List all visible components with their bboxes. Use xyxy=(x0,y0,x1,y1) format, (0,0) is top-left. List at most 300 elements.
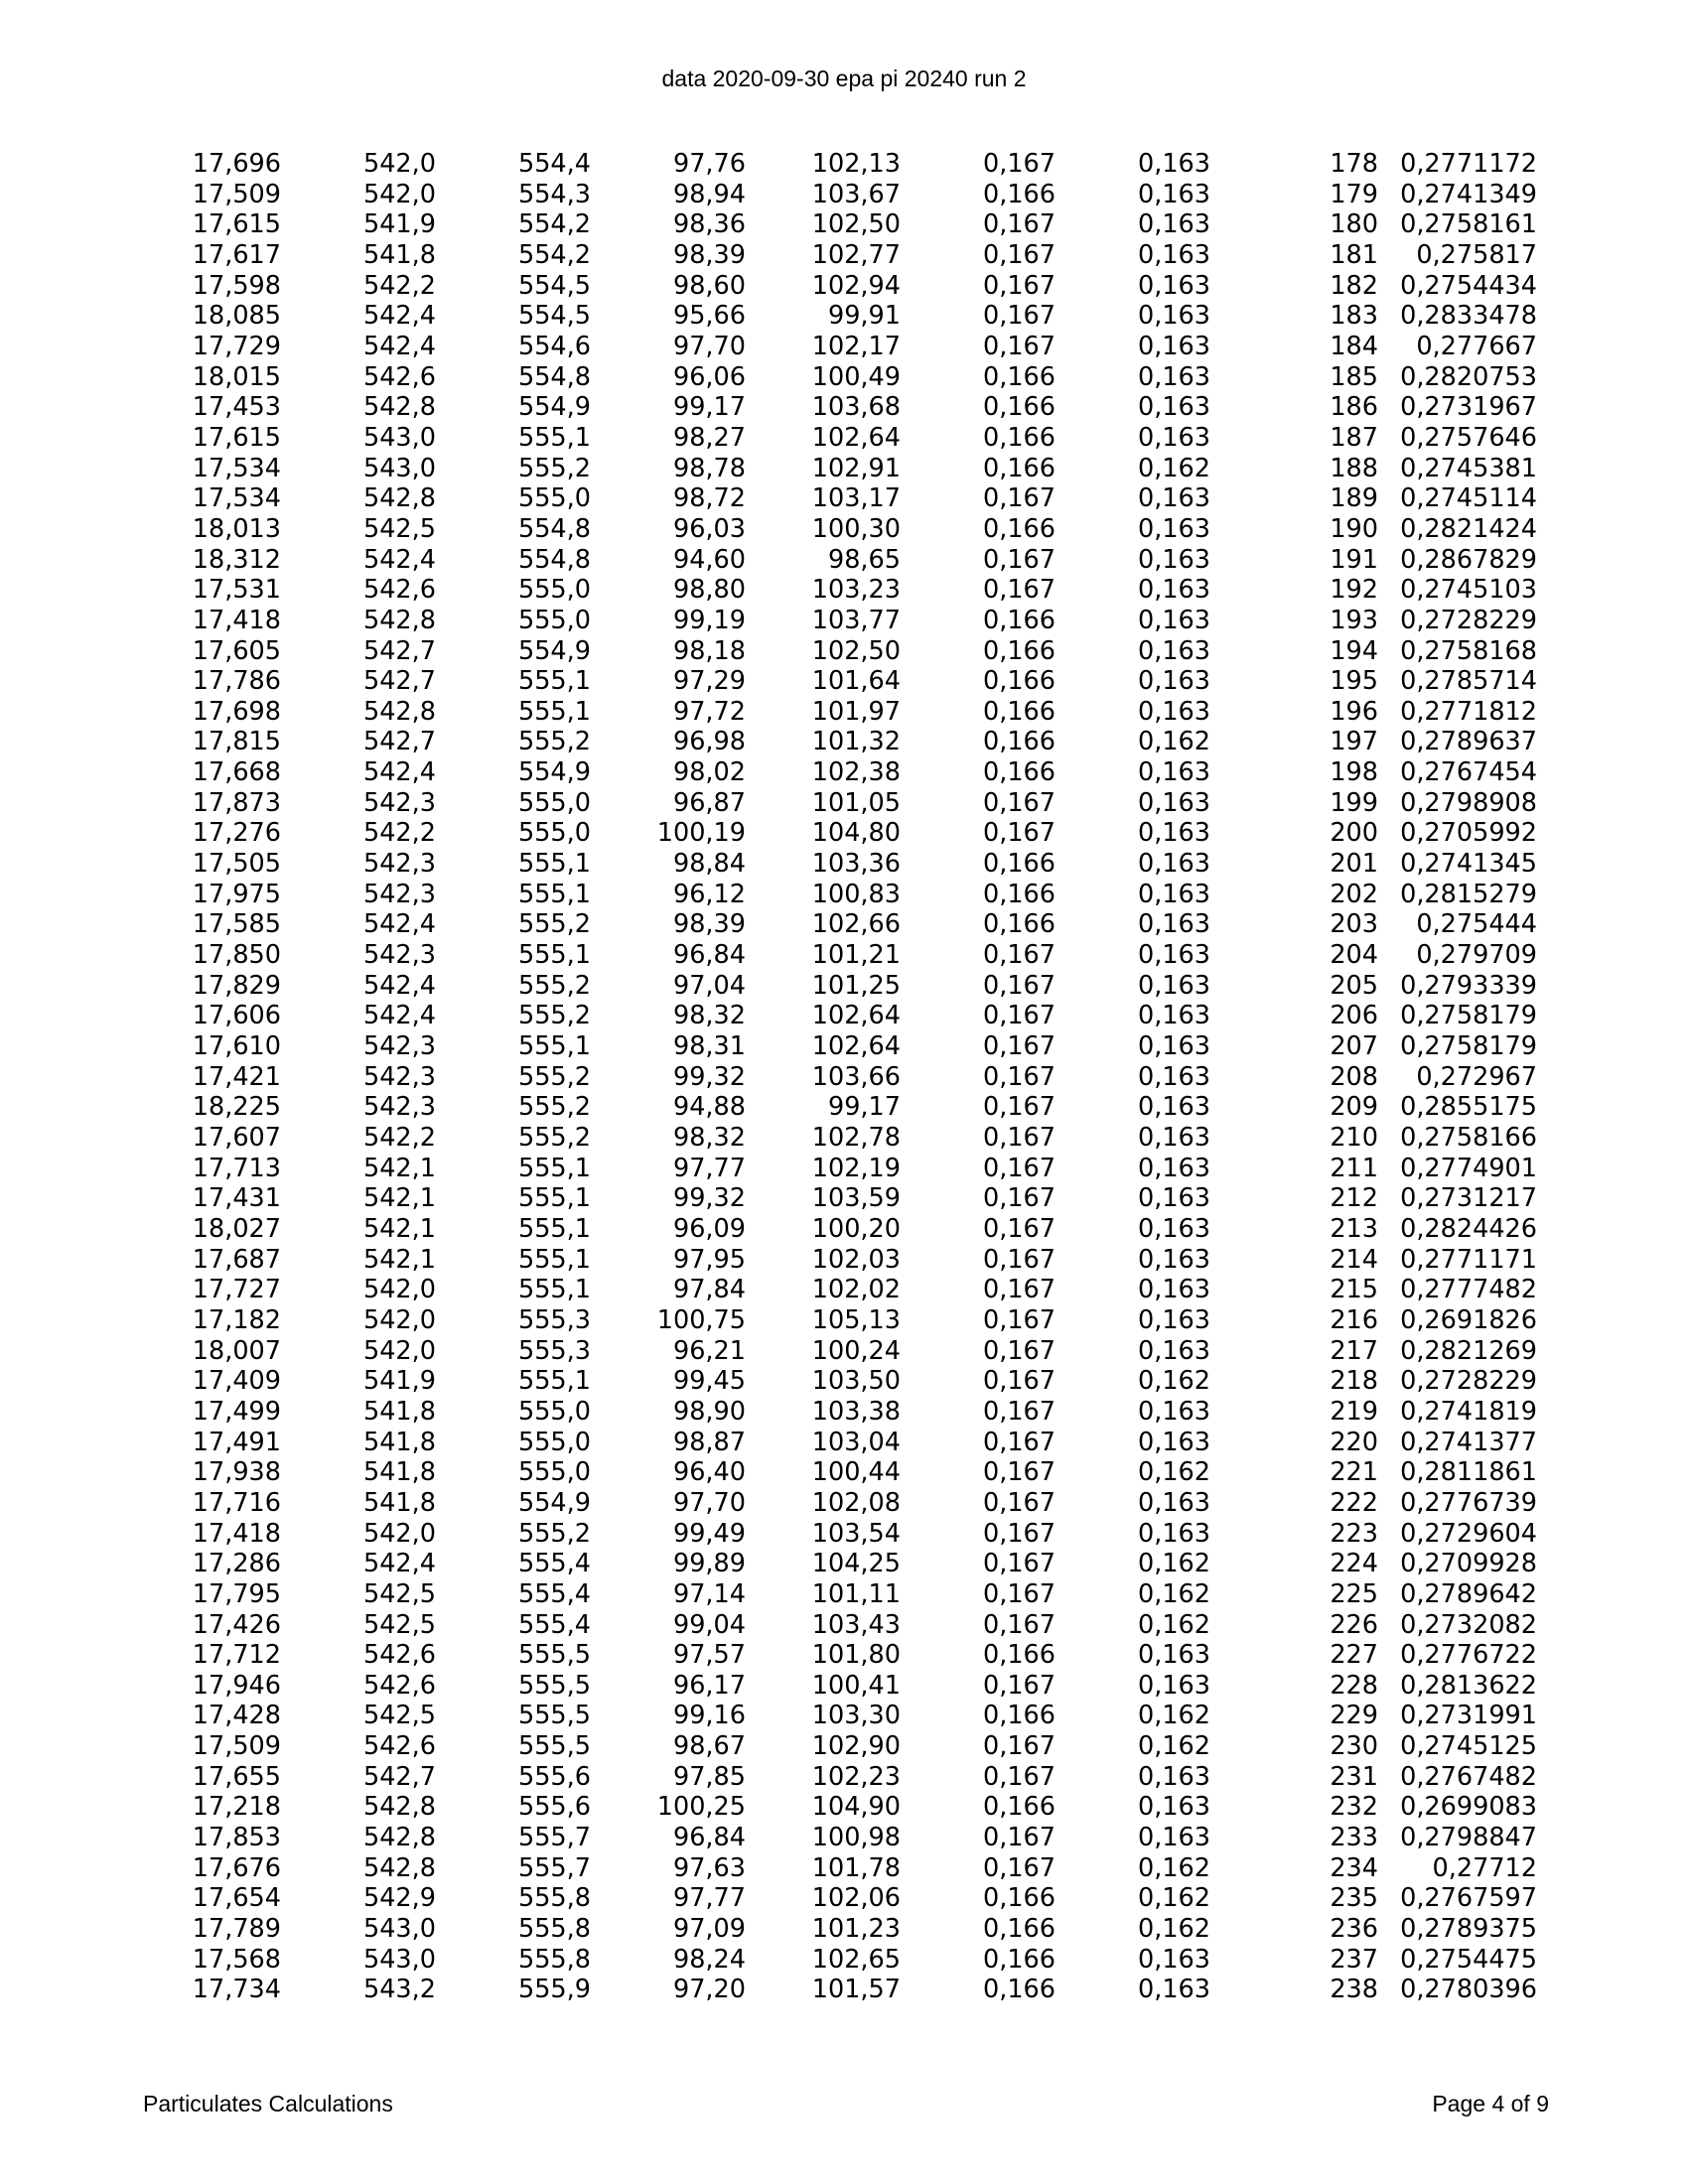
table-cell: 17,453 xyxy=(192,392,281,423)
table-cell: 17,729 xyxy=(192,331,281,361)
table-cell: 0,162 xyxy=(1137,453,1210,483)
table-cell: 541,8 xyxy=(362,1487,436,1518)
table-cell: 98,65 xyxy=(827,544,901,575)
table-cell: 542,7 xyxy=(362,727,436,757)
table-cell: 17,509 xyxy=(192,1731,281,1762)
table-cell: 0,167 xyxy=(982,1396,1055,1427)
table-cell: 555,2 xyxy=(517,727,591,757)
table-cell: 98,18 xyxy=(672,635,746,666)
table-row xyxy=(189,727,1537,757)
table-cell: 94,88 xyxy=(672,1092,746,1123)
table-cell: 542,0 xyxy=(362,179,436,209)
table-cell: 0,2758161 xyxy=(1400,209,1537,240)
table-cell: 100,25 xyxy=(656,1792,746,1823)
table-cell: 0,167 xyxy=(982,1123,1055,1153)
table-cell: 541,8 xyxy=(362,239,436,270)
table-cell: 0,163 xyxy=(1137,1792,1210,1823)
table-cell: 17,286 xyxy=(192,1549,281,1579)
table-cell: 230 xyxy=(1330,1731,1378,1762)
table-cell: 98,39 xyxy=(672,239,746,270)
table-cell: 0,2820753 xyxy=(1400,361,1537,392)
table-cell: 555,1 xyxy=(517,696,591,727)
table-row xyxy=(189,1792,1537,1823)
table-cell: 542,6 xyxy=(362,1731,436,1762)
table-cell: 542,9 xyxy=(362,1883,436,1914)
table-cell: 542,0 xyxy=(362,1275,436,1305)
table-row xyxy=(189,180,1537,210)
table-cell: 0,167 xyxy=(982,1031,1055,1062)
table-cell: 0,2741377 xyxy=(1400,1427,1537,1457)
table-cell: 96,12 xyxy=(672,879,746,909)
table-cell: 0,167 xyxy=(982,1852,1055,1883)
table-cell: 0,2745114 xyxy=(1400,483,1537,514)
table-cell: 17,795 xyxy=(192,1578,281,1609)
table-cell: 103,59 xyxy=(811,1183,901,1214)
table-cell: 100,75 xyxy=(656,1304,746,1335)
table-cell: 0,2758179 xyxy=(1400,1031,1537,1062)
table-cell: 555,5 xyxy=(517,1640,591,1671)
table-cell: 0,2789637 xyxy=(1400,727,1537,757)
table-cell: 178 xyxy=(1330,149,1378,179)
table-cell: 196 xyxy=(1330,696,1378,727)
table-cell: 201 xyxy=(1330,849,1378,880)
table-cell: 18,013 xyxy=(192,513,281,544)
table-cell: 198 xyxy=(1330,757,1378,788)
table-cell: 543,0 xyxy=(362,1944,436,1975)
table-cell: 0,163 xyxy=(1137,909,1210,940)
table-cell: 0,167 xyxy=(982,483,1055,514)
table-cell: 17,428 xyxy=(192,1701,281,1731)
table-cell: 0,2777482 xyxy=(1400,1275,1537,1305)
table-cell: 555,9 xyxy=(517,1975,591,2005)
table-cell: 0,163 xyxy=(1137,1153,1210,1183)
table-row xyxy=(189,1488,1537,1519)
table-cell: 105,13 xyxy=(811,1304,901,1335)
table-cell: 0,2798908 xyxy=(1400,787,1537,818)
table-cell: 0,163 xyxy=(1137,1975,1210,2005)
table-row xyxy=(189,1428,1537,1458)
table-cell: 103,23 xyxy=(811,575,901,606)
table-cell: 17,786 xyxy=(192,666,281,697)
table-cell: 542,6 xyxy=(362,1670,436,1701)
table-cell: 0,167 xyxy=(982,1183,1055,1214)
table-row xyxy=(189,514,1537,545)
table-cell: 542,8 xyxy=(362,392,436,423)
table-cell: 102,64 xyxy=(811,422,901,453)
table-cell: 217 xyxy=(1330,1335,1378,1366)
table-cell: 229 xyxy=(1330,1701,1378,1731)
table-cell: 17,505 xyxy=(192,849,281,880)
table-cell: 103,43 xyxy=(811,1609,901,1640)
table-cell: 0,2731991 xyxy=(1400,1701,1537,1731)
table-cell: 555,5 xyxy=(517,1701,591,1731)
table-row xyxy=(189,1245,1537,1276)
table-cell: 99,32 xyxy=(672,1183,746,1214)
table-cell: 555,2 xyxy=(517,1061,591,1092)
table-row xyxy=(189,1001,1537,1031)
table-cell: 0,163 xyxy=(1137,392,1210,423)
table-cell: 0,163 xyxy=(1137,575,1210,606)
table-cell: 554,5 xyxy=(517,301,591,332)
table-cell: 209 xyxy=(1330,1092,1378,1123)
table-cell: 99,49 xyxy=(672,1518,746,1549)
table-cell: 96,87 xyxy=(672,787,746,818)
table-cell: 101,80 xyxy=(811,1640,901,1671)
table-cell: 102,03 xyxy=(811,1244,901,1275)
table-cell: 0,167 xyxy=(982,1061,1055,1092)
table-cell: 99,32 xyxy=(672,1061,746,1092)
table-cell: 17,655 xyxy=(192,1761,281,1792)
table-cell: 0,2731967 xyxy=(1400,392,1537,423)
table-cell: 0,2732082 xyxy=(1400,1609,1537,1640)
table-cell: 185 xyxy=(1330,361,1378,392)
table-cell: 17,531 xyxy=(192,575,281,606)
table-cell: 0,163 xyxy=(1137,239,1210,270)
table-cell: 542,7 xyxy=(362,1761,436,1792)
table-cell: 104,25 xyxy=(811,1549,901,1579)
table-cell: 0,167 xyxy=(982,1304,1055,1335)
table-row xyxy=(189,971,1537,1002)
table-cell: 542,8 xyxy=(362,1823,436,1853)
table-cell: 102,02 xyxy=(811,1275,901,1305)
table-cell: 542,3 xyxy=(362,1092,436,1123)
table-cell: 0,162 xyxy=(1137,1366,1210,1397)
table-row xyxy=(189,1366,1537,1397)
table-cell: 0,163 xyxy=(1137,1944,1210,1975)
table-cell: 0,162 xyxy=(1137,1701,1210,1731)
table-cell: 555,1 xyxy=(517,666,591,697)
table-cell: 208 xyxy=(1330,1061,1378,1092)
table-cell: 542,1 xyxy=(362,1244,436,1275)
table-row xyxy=(189,636,1537,667)
table-cell: 99,16 xyxy=(672,1701,746,1731)
table-cell: 555,7 xyxy=(517,1823,591,1853)
table-cell: 542,5 xyxy=(362,1701,436,1731)
table-cell: 100,30 xyxy=(811,513,901,544)
table-cell: 100,19 xyxy=(656,818,746,849)
table-cell: 0,167 xyxy=(982,787,1055,818)
table-row xyxy=(189,362,1537,393)
table-cell: 17,418 xyxy=(192,1518,281,1549)
table-cell: 554,4 xyxy=(517,149,591,179)
table-cell: 102,64 xyxy=(811,1001,901,1031)
table-cell: 555,0 xyxy=(517,1396,591,1427)
table-cell: 555,5 xyxy=(517,1670,591,1701)
table-cell: 0,163 xyxy=(1137,757,1210,788)
table-row xyxy=(189,1731,1537,1762)
table-cell: 219 xyxy=(1330,1396,1378,1427)
table-cell: 0,166 xyxy=(982,1975,1055,2005)
table-cell: 18,312 xyxy=(192,544,281,575)
table-cell: 0,166 xyxy=(982,635,1055,666)
table-cell: 555,8 xyxy=(517,1944,591,1975)
data-table xyxy=(189,149,1537,2005)
table-cell: 101,64 xyxy=(811,666,901,697)
table-cell: 96,98 xyxy=(672,727,746,757)
table-cell: 0,162 xyxy=(1137,1852,1210,1883)
table-cell: 555,8 xyxy=(517,1914,591,1945)
table-cell: 0,2729604 xyxy=(1400,1518,1537,1549)
table-cell: 191 xyxy=(1330,544,1378,575)
table-cell: 99,17 xyxy=(672,392,746,423)
table-cell: 0,275817 xyxy=(1416,239,1537,270)
table-cell: 101,23 xyxy=(811,1914,901,1945)
table-cell: 100,41 xyxy=(811,1670,901,1701)
table-cell: 0,162 xyxy=(1137,1731,1210,1762)
table-cell: 542,0 xyxy=(362,149,436,179)
table-cell: 232 xyxy=(1330,1792,1378,1823)
table-cell: 97,63 xyxy=(672,1852,746,1883)
table-cell: 0,272967 xyxy=(1416,1061,1537,1092)
table-cell: 0,2771171 xyxy=(1400,1244,1537,1275)
table-cell: 98,36 xyxy=(672,209,746,240)
table-cell: 541,9 xyxy=(362,1366,436,1397)
table-cell: 0,2785714 xyxy=(1400,666,1537,697)
table-cell: 542,4 xyxy=(362,544,436,575)
table-cell: 554,9 xyxy=(517,757,591,788)
table-cell: 104,90 xyxy=(811,1792,901,1823)
table-row xyxy=(189,1883,1537,1914)
table-cell: 100,98 xyxy=(811,1823,901,1853)
table-cell: 17,696 xyxy=(192,149,281,179)
table-cell: 103,66 xyxy=(811,1061,901,1092)
table-cell: 0,167 xyxy=(982,970,1055,1001)
table-cell: 102,19 xyxy=(811,1153,901,1183)
table-cell: 0,2728229 xyxy=(1400,1366,1537,1397)
table-row xyxy=(189,1914,1537,1945)
table-cell: 0,2758179 xyxy=(1400,1001,1537,1031)
table-cell: 102,66 xyxy=(811,909,901,940)
table-cell: 0,2776722 xyxy=(1400,1640,1537,1671)
table-cell: 0,2821424 xyxy=(1400,513,1537,544)
table-cell: 0,163 xyxy=(1137,1487,1210,1518)
table-cell: 231 xyxy=(1330,1761,1378,1792)
table-cell: 555,1 xyxy=(517,1275,591,1305)
table-cell: 543,0 xyxy=(362,453,436,483)
table-cell: 0,166 xyxy=(982,1914,1055,1945)
table-row xyxy=(189,1823,1537,1853)
table-cell: 555,0 xyxy=(517,483,591,514)
table-cell: 98,90 xyxy=(672,1396,746,1427)
table-cell: 17,713 xyxy=(192,1153,281,1183)
table-cell: 17,676 xyxy=(192,1852,281,1883)
table-cell: 542,7 xyxy=(362,635,436,666)
table-row xyxy=(189,301,1537,332)
table-cell: 0,167 xyxy=(982,575,1055,606)
table-row xyxy=(189,575,1537,606)
table-cell: 98,60 xyxy=(672,270,746,301)
table-row xyxy=(189,240,1537,271)
table-cell: 17,607 xyxy=(192,1123,281,1153)
table-cell: 555,2 xyxy=(517,1092,591,1123)
table-cell: 216 xyxy=(1330,1304,1378,1335)
table-cell: 17,534 xyxy=(192,453,281,483)
table-row xyxy=(189,209,1537,240)
table-row xyxy=(189,1092,1537,1123)
table-cell: 0,162 xyxy=(1137,1609,1210,1640)
table-cell: 555,2 xyxy=(517,1001,591,1031)
table-cell: 542,4 xyxy=(362,331,436,361)
table-cell: 0,163 xyxy=(1137,1213,1210,1244)
table-cell: 98,84 xyxy=(672,849,746,880)
table-cell: 97,70 xyxy=(672,331,746,361)
table-cell: 542,3 xyxy=(362,1031,436,1062)
table-cell: 227 xyxy=(1330,1640,1378,1671)
table-cell: 206 xyxy=(1330,1001,1378,1031)
table-cell: 218 xyxy=(1330,1366,1378,1397)
table-cell: 0,2699083 xyxy=(1400,1792,1537,1823)
table-cell: 17,850 xyxy=(192,940,281,971)
table-cell: 102,64 xyxy=(811,1031,901,1062)
table-cell: 0,279709 xyxy=(1416,940,1537,971)
table-cell: 0,2821269 xyxy=(1400,1335,1537,1366)
table-cell: 0,167 xyxy=(982,1366,1055,1397)
table-cell: 189 xyxy=(1330,483,1378,514)
table-cell: 542,6 xyxy=(362,575,436,606)
table-cell: 199 xyxy=(1330,787,1378,818)
table-cell: 555,1 xyxy=(517,1031,591,1062)
table-cell: 0,2691826 xyxy=(1400,1304,1537,1335)
table-row xyxy=(189,880,1537,910)
table-cell: 0,2745381 xyxy=(1400,453,1537,483)
table-cell: 0,162 xyxy=(1137,1457,1210,1488)
table-cell: 555,2 xyxy=(517,1518,591,1549)
table-cell: 555,0 xyxy=(517,575,591,606)
table-cell: 100,24 xyxy=(811,1335,901,1366)
table-cell: 0,163 xyxy=(1137,1396,1210,1427)
table-cell: 17,598 xyxy=(192,270,281,301)
table-cell: 542,0 xyxy=(362,1518,436,1549)
table-cell: 0,2793339 xyxy=(1400,970,1537,1001)
table-cell: 0,166 xyxy=(982,361,1055,392)
table-row xyxy=(189,1397,1537,1428)
table-cell: 555,0 xyxy=(517,1427,591,1457)
table-cell: 97,77 xyxy=(672,1883,746,1914)
table-cell: 188 xyxy=(1330,453,1378,483)
table-cell: 542,4 xyxy=(362,1001,436,1031)
table-cell: 542,3 xyxy=(362,1061,436,1092)
table-row xyxy=(189,1945,1537,1976)
table-cell: 102,91 xyxy=(811,453,901,483)
table-cell: 0,2815279 xyxy=(1400,879,1537,909)
table-row xyxy=(189,149,1537,180)
table-cell: 0,2731217 xyxy=(1400,1183,1537,1214)
table-cell: 97,76 xyxy=(672,149,746,179)
table-cell: 554,2 xyxy=(517,209,591,240)
table-cell: 555,2 xyxy=(517,970,591,1001)
table-cell: 0,2867829 xyxy=(1400,544,1537,575)
table-cell: 102,13 xyxy=(811,149,901,179)
table-cell: 0,163 xyxy=(1137,301,1210,332)
table-cell: 17,873 xyxy=(192,787,281,818)
table-cell: 228 xyxy=(1330,1670,1378,1701)
table-cell: 17,534 xyxy=(192,483,281,514)
table-cell: 0,167 xyxy=(982,149,1055,179)
table-cell: 98,31 xyxy=(672,1031,746,1062)
table-cell: 0,2767597 xyxy=(1400,1883,1537,1914)
table-cell: 184 xyxy=(1330,331,1378,361)
table-cell: 555,4 xyxy=(517,1578,591,1609)
table-cell: 101,32 xyxy=(811,727,901,757)
table-cell: 18,225 xyxy=(192,1092,281,1123)
table-cell: 542,8 xyxy=(362,483,436,514)
table-cell: 238 xyxy=(1330,1975,1378,2005)
table-cell: 97,95 xyxy=(672,1244,746,1275)
table-cell: 555,1 xyxy=(517,1366,591,1397)
table-row xyxy=(189,1062,1537,1093)
table-row xyxy=(189,1336,1537,1367)
table-cell: 542,3 xyxy=(362,879,436,909)
table-cell: 555,4 xyxy=(517,1549,591,1579)
table-cell: 102,08 xyxy=(811,1487,901,1518)
table-cell: 193 xyxy=(1330,605,1378,635)
table-cell: 0,167 xyxy=(982,1670,1055,1701)
table-cell: 0,2855175 xyxy=(1400,1092,1537,1123)
table-cell: 542,3 xyxy=(362,787,436,818)
table-cell: 542,4 xyxy=(362,970,436,1001)
table-cell: 17,491 xyxy=(192,1427,281,1457)
table-cell: 554,9 xyxy=(517,392,591,423)
table-cell: 542,4 xyxy=(362,301,436,332)
table-cell: 0,2709928 xyxy=(1400,1549,1537,1579)
table-cell: 0,163 xyxy=(1137,331,1210,361)
table-cell: 98,94 xyxy=(672,179,746,209)
table-cell: 555,8 xyxy=(517,1883,591,1914)
table-cell: 0,167 xyxy=(982,301,1055,332)
table-cell: 542,5 xyxy=(362,513,436,544)
table-cell: 18,085 xyxy=(192,301,281,332)
table-cell: 0,167 xyxy=(982,1275,1055,1305)
table-cell: 101,97 xyxy=(811,696,901,727)
table-cell: 554,8 xyxy=(517,544,591,575)
table-cell: 17,610 xyxy=(192,1031,281,1062)
table-cell: 0,166 xyxy=(982,879,1055,909)
table-cell: 0,2758166 xyxy=(1400,1123,1537,1153)
table-cell: 554,8 xyxy=(517,361,591,392)
table-cell: 0,163 xyxy=(1137,605,1210,635)
table-cell: 179 xyxy=(1330,179,1378,209)
table-cell: 103,67 xyxy=(811,179,901,209)
table-cell: 0,166 xyxy=(982,909,1055,940)
table-cell: 0,2798847 xyxy=(1400,1823,1537,1853)
table-cell: 0,167 xyxy=(982,1549,1055,1579)
table-cell: 555,2 xyxy=(517,1123,591,1153)
table-cell: 0,275444 xyxy=(1416,909,1537,940)
table-cell: 98,87 xyxy=(672,1427,746,1457)
table-cell: 17,712 xyxy=(192,1640,281,1671)
table-cell: 98,32 xyxy=(672,1123,746,1153)
table-cell: 0,2813622 xyxy=(1400,1670,1537,1701)
table-cell: 103,30 xyxy=(811,1701,901,1731)
table-cell: 542,5 xyxy=(362,1578,436,1609)
table-row xyxy=(189,1853,1537,1884)
page-header: data 2020-09-30 epa pi 20240 run 2 xyxy=(661,66,1027,91)
table-cell: 103,50 xyxy=(811,1366,901,1397)
table-cell: 0,163 xyxy=(1137,1335,1210,1366)
table-row xyxy=(189,483,1537,514)
table-cell: 555,1 xyxy=(517,1213,591,1244)
table-cell: 97,85 xyxy=(672,1761,746,1792)
table-cell: 0,167 xyxy=(982,331,1055,361)
table-cell: 233 xyxy=(1330,1823,1378,1853)
table-cell: 190 xyxy=(1330,513,1378,544)
table-cell: 95,66 xyxy=(672,301,746,332)
table-cell: 554,2 xyxy=(517,239,591,270)
table-cell: 0,163 xyxy=(1137,696,1210,727)
table-cell: 237 xyxy=(1330,1944,1378,1975)
table-row xyxy=(189,1640,1537,1671)
table-cell: 555,1 xyxy=(517,849,591,880)
